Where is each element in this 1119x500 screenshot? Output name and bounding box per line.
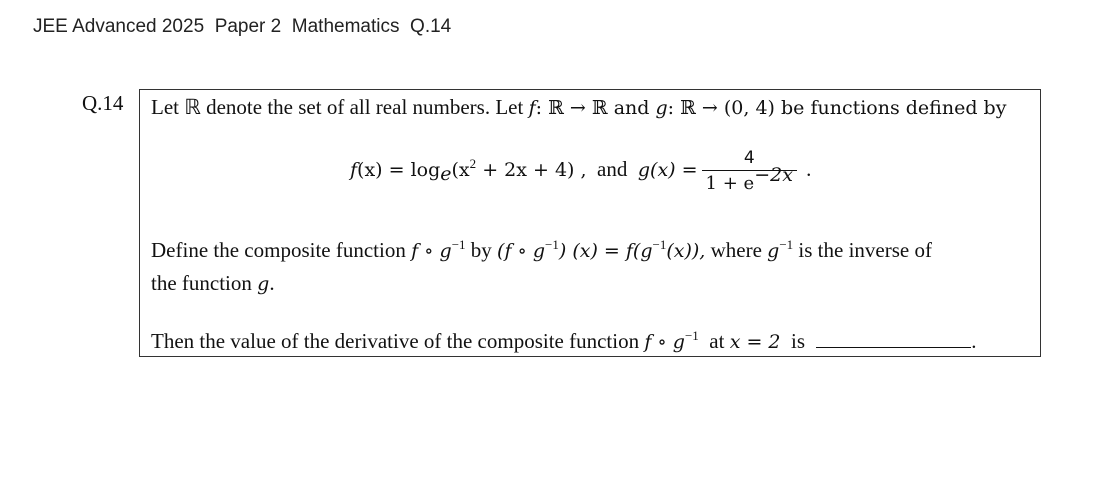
- line2-comp2-open: (f ∘ g: [497, 240, 546, 262]
- display-period: .: [800, 156, 812, 181]
- line2-text-a: Define the composite function: [151, 238, 412, 262]
- line2-by: by: [465, 238, 498, 262]
- line4-comp: f ∘ g: [644, 331, 685, 353]
- g-den-exponent: −2x: [754, 164, 793, 186]
- answer-blank[interactable]: [816, 333, 971, 348]
- question-line-4: [151, 329, 977, 354]
- question-box: [139, 89, 1041, 357]
- function-definitions: [350, 148, 811, 194]
- g-numerator: 4: [743, 148, 755, 168]
- question-line-1: [151, 95, 1006, 120]
- f-exponent: 2: [469, 155, 477, 171]
- line2-inv-1: −1: [451, 237, 466, 252]
- line1-map-g: : ℝ → (0, 4) be functions defined by: [667, 97, 1007, 119]
- line2-comp2-end: (x)),: [666, 240, 706, 262]
- line2-g: g: [767, 240, 780, 262]
- log-base: e: [440, 162, 452, 185]
- f-arg: (x: [451, 158, 470, 181]
- line1-map-f: : ℝ → ℝ and: [535, 97, 656, 119]
- line3-text-a: the function: [151, 271, 258, 295]
- line4-is: is: [780, 329, 811, 353]
- line2-inv-4: −1: [779, 237, 794, 252]
- f-arg-rest: + 2x + 4) ,: [476, 158, 587, 181]
- line2-where: where: [705, 238, 768, 262]
- g-def: g(x) =: [637, 158, 698, 181]
- line3-g: g: [257, 273, 270, 295]
- line2-comp1: f ∘ g: [411, 240, 452, 262]
- and-word: and: [586, 156, 638, 181]
- f-def-name: f: [350, 158, 358, 181]
- line2-inv-2: −1: [545, 237, 559, 252]
- question-line-3: [151, 271, 275, 296]
- question-line-2: [151, 238, 932, 263]
- line1-text-a: Let ℝ denote the set of all real numbers. Let: [151, 95, 529, 119]
- question-number: Q.14: [82, 91, 124, 115]
- line4-x-eq: x = 2: [729, 331, 781, 353]
- line2-inv-3: −1: [652, 237, 667, 252]
- line1-f: f: [528, 97, 536, 119]
- line2-comp2-close: ) (x) = f(g: [558, 240, 653, 262]
- g-fraction: [702, 148, 797, 194]
- f-def-rest: (x) = log: [357, 158, 441, 181]
- line3-period: .: [269, 271, 275, 295]
- line1-g: g: [655, 97, 668, 119]
- g-denominator: [702, 164, 797, 194]
- page-header: JEE Advanced 2025 Paper 2 Mathematics Q.14: [33, 16, 452, 37]
- line4-at: at: [698, 329, 730, 353]
- line4-inv: −1: [684, 328, 699, 343]
- g-den-base: 1 + e: [705, 173, 755, 194]
- line2-text-b: is the inverse of: [793, 238, 932, 262]
- line4-end: .: [971, 329, 977, 353]
- line4-text-a: Then the value of the derivative of the composite function: [151, 329, 645, 353]
